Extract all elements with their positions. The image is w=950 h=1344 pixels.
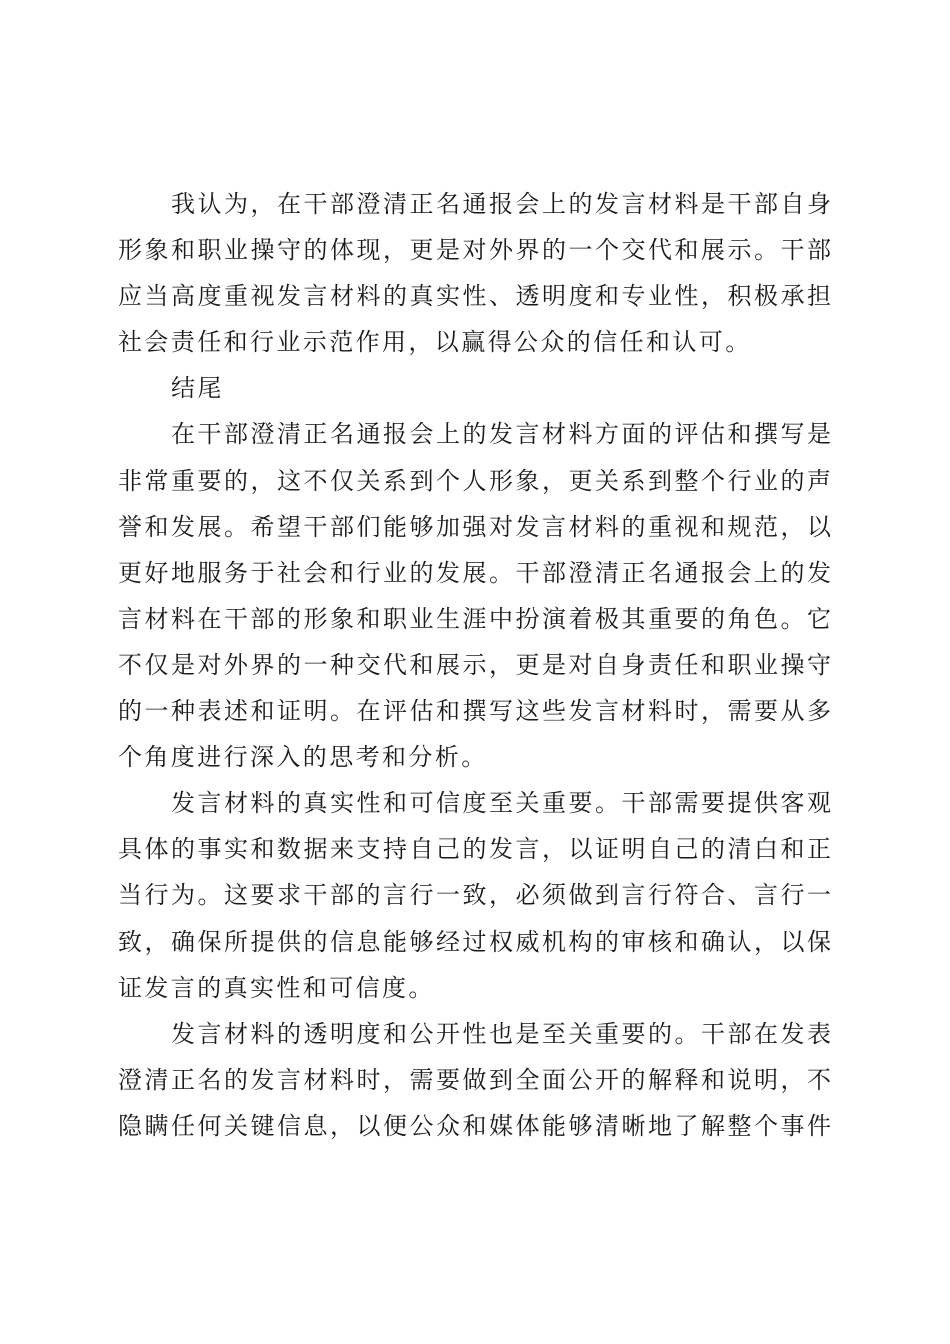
text-line: 言材料在干部的形象和职业生涯中扮演着极其重要的角色。它 xyxy=(118,604,831,633)
text-line: 隐瞒任何关键信息，以便公众和媒体能够清晰地了解整个事件 xyxy=(118,1111,831,1140)
text-line: 非常重要的，这不仅关系到个人形象，更关系到整个行业的声 xyxy=(118,466,831,495)
text-line: 致，确保所提供的信息能够经过权威机构的审核和确认，以保 xyxy=(118,927,831,956)
text-line: 形象和职业操守的体现，更是对外界的一个交代和展示。干部 xyxy=(118,236,831,265)
paragraph xyxy=(118,1011,831,1149)
text-line: 社会责任和行业示范作用，以赢得公众的信任和认可。 xyxy=(118,328,752,357)
text-line: 誉和发展。希望干部们能够加强对发言材料的重视和规范，以 xyxy=(118,512,831,541)
text-line: 发言材料的真实性和可信度至关重要。干部需要提供客观 xyxy=(171,789,831,818)
text-line: 发言材料的透明度和公开性也是至关重要的。干部在发表 xyxy=(171,1019,831,1048)
text-line: 我认为，在干部澄清正名通报会上的发言材料是干部自身 xyxy=(171,190,831,218)
text-line: 的一种表述和证明。在评估和撰写这些发言材料时，需要从多 xyxy=(118,697,831,726)
text-line: 当行为。这要求干部的言行一致，必须做到言行符合、言行一 xyxy=(118,881,831,910)
document-body xyxy=(118,181,831,1149)
text-line: 不仅是对外界的一种交代和展示，更是对自身责任和职业操守 xyxy=(118,650,831,679)
text-line: 具体的事实和数据来支持自己的发言，以证明自己的清白和正 xyxy=(118,835,831,864)
text-line: 结尾 xyxy=(171,374,224,403)
text-line: 证发言的真实性和可信度。 xyxy=(118,973,435,1002)
section-heading xyxy=(118,365,831,411)
text-line: 澄清正名的发言材料时，需要做到全面公开的解释和说明，不 xyxy=(118,1065,831,1094)
paragraph xyxy=(118,181,831,365)
paragraph xyxy=(118,780,831,1010)
text-line: 应当高度重视发言材料的真实性、透明度和专业性，积极承担 xyxy=(118,282,831,311)
text-line: 个角度进行深入的思考和分析。 xyxy=(118,743,488,772)
paragraph xyxy=(118,411,831,780)
text-line: 更好地服务于社会和行业的发展。干部澄清正名通报会上的发 xyxy=(118,558,831,587)
text-line: 在干部澄清正名通报会上的发言材料方面的评估和撰写是 xyxy=(171,420,831,449)
